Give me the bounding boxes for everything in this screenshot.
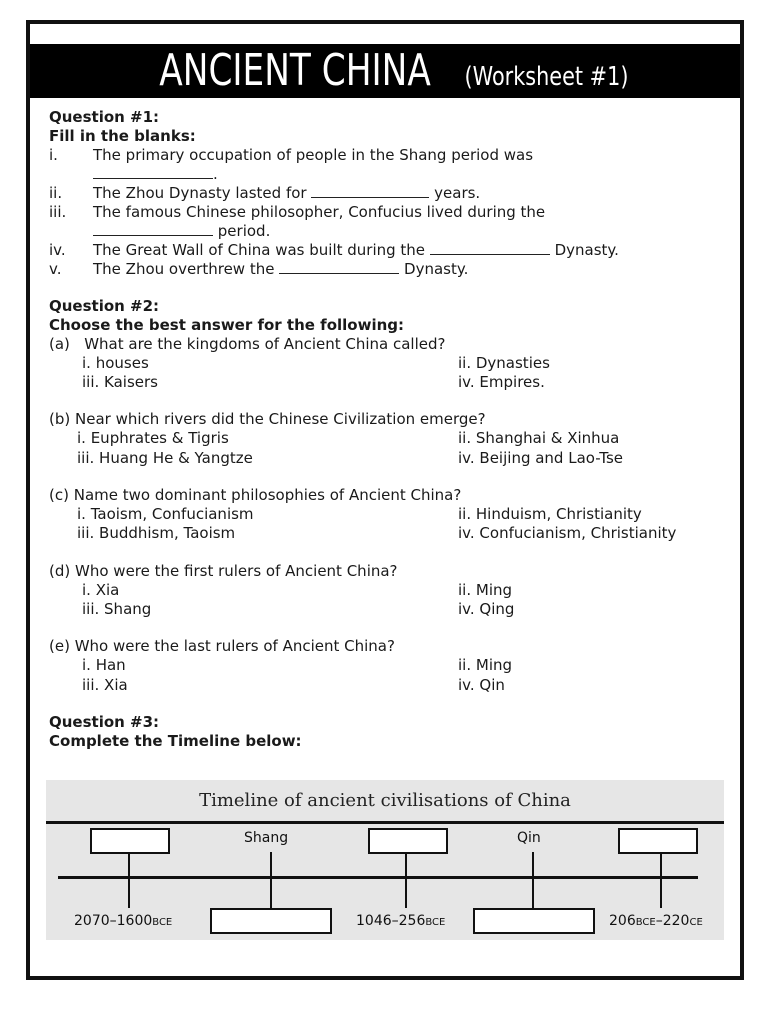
timeline-figure [46,780,724,940]
q2-question-b [49,410,486,429]
date-value: 2070–1600 [74,913,153,929]
answer-option[interactable]: iv. Empires. [458,373,545,391]
date-era: BCE [635,917,656,928]
timeline-answer-box[interactable] [210,908,332,934]
date-value: 206 [609,913,636,929]
q1-item-num: iii. [49,203,67,221]
answer-option[interactable]: ii. Ming [458,656,513,674]
q1-item-3-cont [93,222,270,241]
date-era: BCE [425,917,446,928]
worksheet-header [30,44,740,98]
q1-item-text: The Zhou Dynasty lasted for [93,184,307,202]
timeline-date [356,913,445,929]
q3-instruction: Complete the Timeline below: [49,732,302,750]
q2-question-d [49,562,398,581]
q2-heading: Question #2: [49,297,160,315]
answer-option[interactable]: iv. Confucianism, Christianity [458,524,677,542]
q1-item-text: The famous Chinese philosopher, Confucius lived during the [93,203,546,221]
answer-option[interactable]: ii. Ming [458,581,513,599]
answer-option[interactable]: iii. Buddhism, Taoism [77,524,236,542]
question-label: (d) [49,562,71,580]
answer-option[interactable]: i. Han [82,656,126,674]
q1-instruction: Fill in the blanks: [49,127,196,145]
q2-question-e [49,637,395,656]
timeline-title: Timeline of ancient civilisations of China [199,790,571,811]
q1-item-text: period. [217,222,271,240]
q1-item-5 [93,260,468,279]
answer-blank[interactable] [311,185,429,198]
page-subtitle: (Worksheet #1) [464,62,629,92]
question-label: (b) [49,410,71,428]
q1-item-1 [93,146,533,165]
timeline-label-shang: Shang [244,830,289,846]
question-label: (e) [49,637,70,655]
timeline-tick [270,852,272,908]
q1-item-3 [93,203,545,222]
q1-item-text: The Great Wall of China was built during the [93,241,426,259]
question-label: (c) [49,486,69,504]
q1-item-4 [93,241,619,260]
answer-blank[interactable] [93,223,213,236]
question-text: Near which rivers did the Chinese Civilization emerge? [75,410,486,428]
timeline-answer-box[interactable] [368,828,448,854]
q2-instruction: Choose the best answer for the following: [49,316,405,334]
question-text: Name two dominant philosophies of Ancient China? [73,486,462,504]
answer-blank[interactable] [279,261,399,274]
timeline-date [609,913,703,929]
question-label: (a) [49,335,70,353]
answer-option[interactable]: iii. Shang [82,600,152,618]
question-text: What are the kingdoms of Ancient China called? [84,335,446,353]
q1-heading: Question #1: [49,108,160,126]
answer-option[interactable]: ii. Dynasties [458,354,550,372]
answer-blank[interactable] [93,166,213,179]
timeline-tick [405,852,407,908]
q3-heading: Question #3: [49,713,160,731]
date-value: –220 [655,913,690,929]
timeline-tick [532,852,534,908]
answer-option[interactable]: iii. Kaisers [82,373,158,391]
answer-option[interactable]: i. Taoism, Confucianism [77,505,254,523]
date-value: 1046–256 [356,913,426,929]
timeline-tick [128,852,130,908]
q1-item-text: Dynasty. [554,241,619,259]
answer-option[interactable]: iii. Huang He & Yangtze [77,449,253,467]
q1-item-1-cont [93,165,218,184]
q1-item-text: The Zhou overthrew the [93,260,275,278]
timeline-top-rule [46,821,724,824]
timeline-axis [58,876,698,879]
date-era: CE [689,917,703,928]
answer-blank[interactable] [430,242,550,255]
timeline-answer-box[interactable] [618,828,698,854]
timeline-label-qin: Qin [517,830,541,846]
answer-option[interactable]: i. houses [82,354,149,372]
q1-item-num: v. [49,260,62,278]
timeline-date [74,913,172,929]
timeline-answer-box[interactable] [90,828,170,854]
q1-item-num: iv. [49,241,66,259]
answer-option[interactable]: iv. Beijing and Lao-Tse [458,449,623,467]
page-title: ANCIENT CHINA [159,45,431,96]
q1-item-text: Dynasty. [404,260,469,278]
answer-option[interactable]: iii. Xia [82,676,128,694]
answer-option[interactable]: i. Euphrates & Tigris [77,429,229,447]
answer-option[interactable]: iv. Qin [458,676,505,694]
answer-option[interactable]: iv. Qing [458,600,515,618]
timeline-tick [660,852,662,908]
q1-item-2 [93,184,480,203]
q2-question-c [49,486,461,505]
timeline-answer-box[interactable] [473,908,595,934]
question-text: Who were the first rulers of Ancient China? [75,562,398,580]
answer-option[interactable]: ii. Hinduism, Christianity [458,505,642,523]
answer-option[interactable]: ii. Shanghai & Xinhua [458,429,620,447]
date-era: BCE [152,917,173,928]
question-text: Who were the last rulers of Ancient China? [74,637,395,655]
q1-item-text: years. [434,184,481,202]
answer-option[interactable]: i. Xia [82,581,120,599]
q1-item-num: i. [49,146,58,164]
q1-item-text: The primary occupation of people in the Shang period was [93,146,534,164]
q1-item-num: ii. [49,184,63,202]
q2-question-a [49,335,445,354]
q1-item-text: . [213,165,218,183]
